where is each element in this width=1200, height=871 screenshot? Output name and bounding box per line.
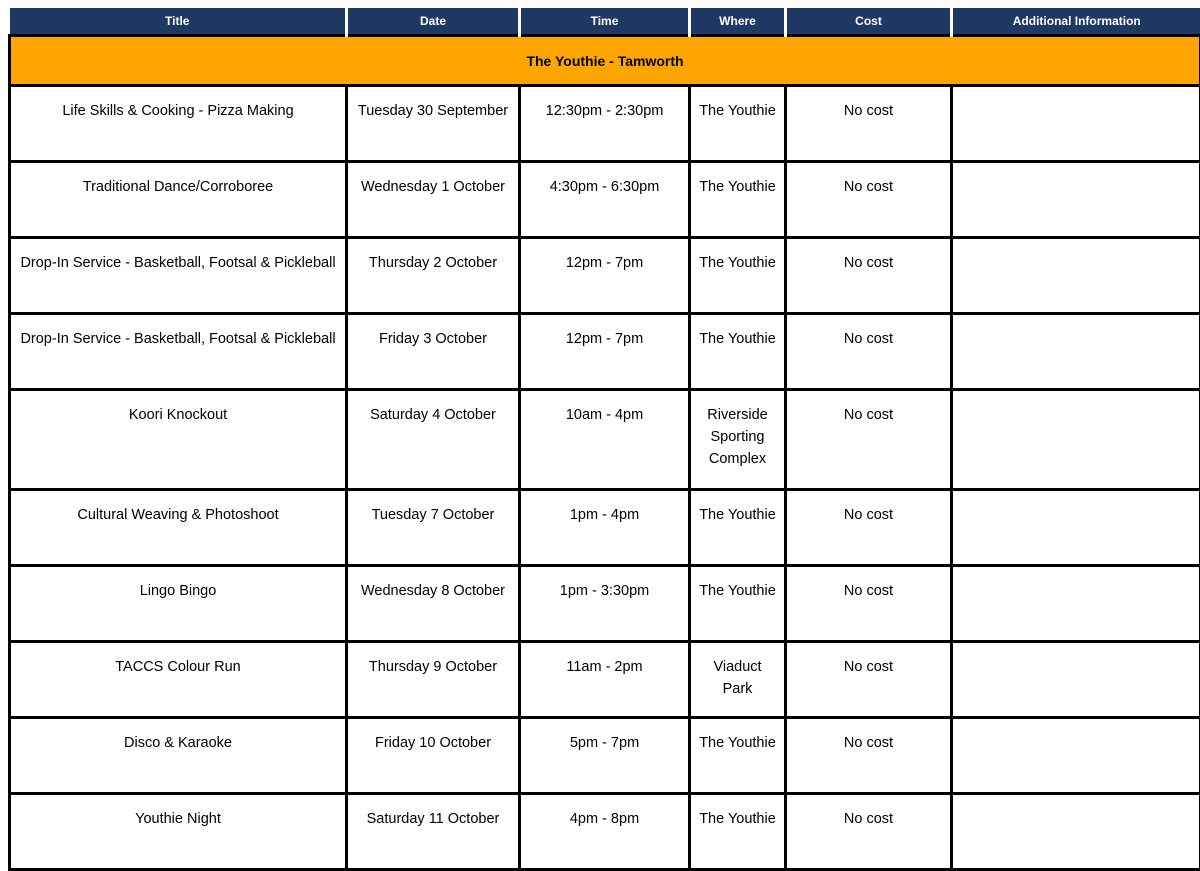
- cell-cost: No cost: [786, 162, 952, 238]
- cell-cost: No cost: [786, 642, 952, 718]
- table-row: [10, 566, 1200, 642]
- table-row: [10, 390, 1200, 490]
- table-row: [10, 162, 1200, 238]
- cell-title: Cultural Weaving & Photoshoot: [10, 490, 347, 566]
- table-row: [10, 642, 1200, 718]
- cell-title: Traditional Dance/Corroboree: [10, 162, 347, 238]
- cell-cost: No cost: [786, 490, 952, 566]
- cell-cost: No cost: [786, 794, 952, 870]
- cell-time: 12:30pm - 2:30pm: [520, 86, 690, 162]
- header-title: Title: [10, 8, 347, 36]
- cell-time: 11am - 2pm: [520, 642, 690, 718]
- cell-cost: No cost: [786, 86, 952, 162]
- cell-title: Life Skills & Cooking - Pizza Making: [10, 86, 347, 162]
- cell-additional-info: [952, 162, 1200, 238]
- cell-cost: No cost: [786, 238, 952, 314]
- header-time: Time: [520, 8, 690, 36]
- header-cost: Cost: [786, 8, 952, 36]
- cell-where: The Youthie: [690, 86, 786, 162]
- cell-date: Tuesday 30 September: [347, 86, 520, 162]
- cell-additional-info: [952, 238, 1200, 314]
- cell-cost: No cost: [786, 566, 952, 642]
- table-row: [10, 314, 1200, 390]
- cell-cost: No cost: [786, 314, 952, 390]
- cell-date: Saturday 4 October: [347, 390, 520, 490]
- cell-additional-info: [952, 642, 1200, 718]
- cell-title: Disco & Karaoke: [10, 718, 347, 794]
- cell-time: 12pm - 7pm: [520, 314, 690, 390]
- header-row: [10, 8, 1200, 36]
- cell-title: Youthie Night: [10, 794, 347, 870]
- cell-additional-info: [952, 794, 1200, 870]
- table-row: [10, 490, 1200, 566]
- cell-date: Wednesday 1 October: [347, 162, 520, 238]
- cell-additional-info: [952, 86, 1200, 162]
- cell-time: 1pm - 3:30pm: [520, 566, 690, 642]
- cell-date: Tuesday 7 October: [347, 490, 520, 566]
- cell-title: Koori Knockout: [10, 390, 347, 490]
- cell-where: The Youthie: [690, 238, 786, 314]
- table-row: [10, 86, 1200, 162]
- cell-where: The Youthie: [690, 718, 786, 794]
- cell-where: Viaduct Park: [690, 642, 786, 718]
- cell-date: Wednesday 8 October: [347, 566, 520, 642]
- cell-title: Drop-In Service - Basketball, Footsal & Pickleball: [10, 314, 347, 390]
- cell-time: 10am - 4pm: [520, 390, 690, 490]
- cell-time: 5pm - 7pm: [520, 718, 690, 794]
- events-table: [8, 8, 1200, 871]
- cell-title: Drop-In Service - Basketball, Footsal & Pickleball: [10, 238, 347, 314]
- cell-title: Lingo Bingo: [10, 566, 347, 642]
- cell-where: The Youthie: [690, 490, 786, 566]
- table-row: [10, 718, 1200, 794]
- cell-date: Friday 10 October: [347, 718, 520, 794]
- cell-cost: No cost: [786, 718, 952, 794]
- cell-time: 12pm - 7pm: [520, 238, 690, 314]
- cell-date: Thursday 2 October: [347, 238, 520, 314]
- cell-additional-info: [952, 490, 1200, 566]
- section-row: [10, 36, 1200, 86]
- section-title: The Youthie - Tamworth: [10, 36, 1200, 86]
- cell-additional-info: [952, 566, 1200, 642]
- header-where: Where: [690, 8, 786, 36]
- cell-where: The Youthie: [690, 794, 786, 870]
- cell-title: TACCS Colour Run: [10, 642, 347, 718]
- table-row: [10, 238, 1200, 314]
- cell-date: Friday 3 October: [347, 314, 520, 390]
- cell-where: Riverside Sporting Complex: [690, 390, 786, 490]
- table-header: [10, 8, 1200, 36]
- cell-time: 4pm - 8pm: [520, 794, 690, 870]
- cell-additional-info: [952, 718, 1200, 794]
- cell-cost: No cost: [786, 390, 952, 490]
- cell-date: Saturday 11 October: [347, 794, 520, 870]
- header-date: Date: [347, 8, 520, 36]
- cell-additional-info: [952, 390, 1200, 490]
- cell-date: Thursday 9 October: [347, 642, 520, 718]
- cell-where: The Youthie: [690, 566, 786, 642]
- header-additional-info: Additional Information: [952, 8, 1200, 36]
- cell-where: The Youthie: [690, 162, 786, 238]
- cell-additional-info: [952, 314, 1200, 390]
- table-body: [10, 36, 1200, 870]
- cell-where: The Youthie: [690, 314, 786, 390]
- cell-time: 1pm - 4pm: [520, 490, 690, 566]
- table-row: [10, 794, 1200, 870]
- cell-time: 4:30pm - 6:30pm: [520, 162, 690, 238]
